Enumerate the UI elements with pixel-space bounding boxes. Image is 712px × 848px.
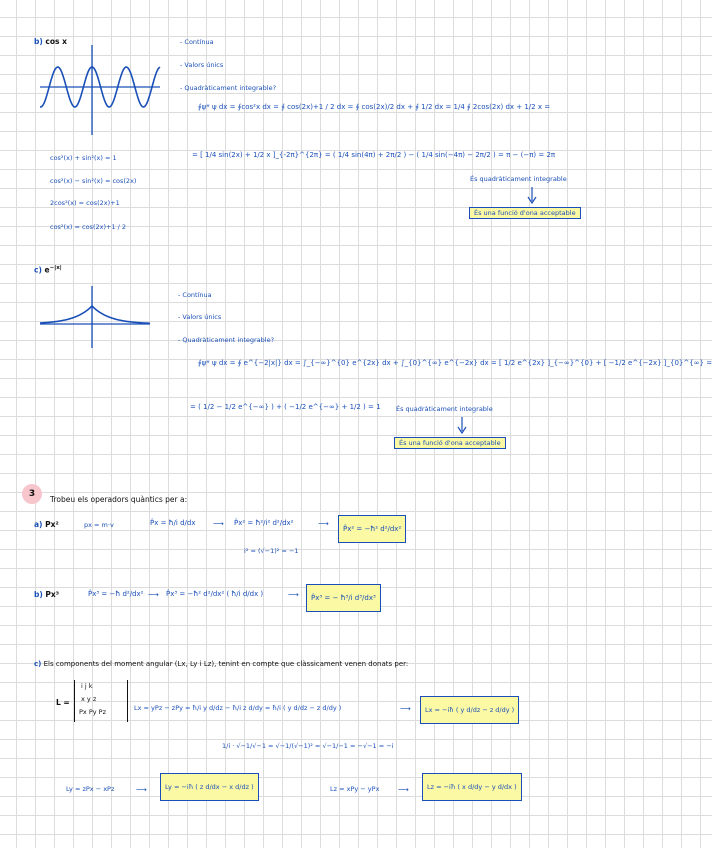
prop-single-valued: - Valors únics [178, 313, 222, 321]
q3a-classical: px = m·v [84, 521, 114, 529]
q3a-note: i² = (√−1)² = −1 [244, 547, 299, 555]
lx-result-box: Lx = −iħ ( y d/dz − z d/dy ) [420, 696, 519, 724]
lz-expression: Lz = xPy − yPx [330, 785, 380, 793]
b-down-arrow [527, 187, 537, 205]
q3a-label: a) Px² [34, 520, 59, 529]
prop-continuous: - Contínua [180, 38, 214, 46]
c-integral-line1: ∮ψ* ψ dx = ∮ e^{−2|x|} dx = ∫_{−∞}^{0} e^{2x} dx + ∫_{0}^{∞} e^{−2x} dx = [ 1/2 e^{2x} ]_{−∞}^{0} + [ −1/2 e^{−2x} ]_{0}^{∞} = [198, 359, 712, 367]
q3b-label: b) Px³ [34, 590, 60, 599]
identity-4: cos²(x) = cos(2x)+1 / 2 [50, 223, 127, 231]
matrix-row-2: x y z [81, 695, 97, 703]
identity-1: cos²(x) + sin²(x) = 1 [50, 154, 117, 162]
prop-single-valued: - Valors únics [180, 61, 224, 69]
arrow-icon: ⟶ [398, 785, 409, 794]
part-b-label: b) cos x [34, 37, 67, 46]
c-result-box: És una funció d'ona acceptable [394, 437, 506, 449]
ly-expression: Ly = zPx − xPz [66, 785, 115, 793]
identity-2: cos²(x) − sin²(x) = cos(2x) [50, 177, 137, 185]
question-number-badge: 3 [22, 484, 42, 504]
identity-3: 2cos²(x) = cos(2x)+1 [50, 199, 120, 207]
exponential-graph [40, 286, 150, 348]
prop-square-integrable: - Quadràticament integrable? [178, 336, 275, 344]
L-symbol: L = [56, 698, 70, 707]
q3b-result-box: P̂x³ = − ħ³/i d³/dx³ [306, 584, 381, 612]
arrow-icon: ⟶ [288, 590, 299, 599]
q3b-step2: P̂x³ = −ħ² d²/dx² ( ħ/i d/dx ) [166, 590, 264, 598]
c-down-arrow [457, 417, 467, 435]
prop-square-integrable: - Quadràticament integrable? [180, 84, 277, 92]
part-c-label: c) $e^{-|x|}$ [34, 265, 62, 275]
c-integral-line2: = ( 1/2 − 1/2 e^{−∞} ) + ( −1/2 e^{−∞} + 1/2 ) = 1 [190, 403, 381, 411]
lz-result-box: Lz = −iħ ( x d/dy − y d/dx ) [422, 773, 522, 801]
matrix-row-1: i j k [81, 682, 93, 690]
i-identity-note: 1/i · √−1/√−1 = √−1/(√−1)² = √−1/−1 = −√−1 = −i [222, 742, 394, 750]
matrix-row-3: Px Py Pz [79, 708, 106, 716]
ly-result-box: Ly = −iħ ( z d/dx − x d/dz ) [160, 773, 259, 801]
arrow-icon: ⟶ [318, 519, 329, 528]
arrow-icon: ⟶ [148, 590, 159, 599]
q3a-result-box: P̂x² = −ħ² d²/dx² [338, 515, 406, 543]
lx-expression: Lx = yPz − zPy = ħ/i y d/dz − ħ/i z d/dy = ħ/i ( y d/dz − z d/dy ) [134, 704, 342, 712]
arrow-icon: ⟶ [213, 519, 224, 528]
cross-product-matrix [74, 680, 128, 722]
q3b-step1: P̂x³ = −ħ d²/dx² [88, 590, 144, 598]
question-title: Trobeu els operadors quàntics per a: [50, 495, 188, 504]
prop-continuous: - Contínua [178, 291, 212, 299]
q3a-step1: P̂x = ħ/i d/dx [150, 519, 196, 527]
c-conclusion: És quadràticament integrable [396, 405, 493, 413]
b-integral-line1: ∮ψ* ψ dx = ∮cos²x dx = ∮ cos(2x)+1 / 2 dx = ∮ cos(2x)/2 dx + ∮ 1/2 dx = 1/4 ∮ 2cos(2x) dx + 1/2 x = [198, 103, 551, 111]
b-integral-line2: = [ 1/4 sin(2x) + 1/2 x ]_{-2π}^{2π} = ( 1/4 sin(4π) + 2π/2 ) − ( 1/4 sin(−4π) − 2π/2 ) = π − (−π) = 2π [192, 151, 556, 159]
b-result-box: És una funció d'ona acceptable [469, 207, 581, 219]
cosine-graph [40, 45, 160, 135]
q3a-step2: P̂x² = ħ²/i² d²/dx² [234, 519, 294, 527]
arrow-icon: ⟶ [400, 704, 411, 713]
b-conclusion: És quadràticament integrable [470, 175, 567, 183]
q3c-intro: c) Els components del moment angular (Lx, Ly i Lz), tenint en compte que clàssicament venen donats per: [34, 660, 409, 668]
arrow-icon: ⟶ [136, 785, 147, 794]
